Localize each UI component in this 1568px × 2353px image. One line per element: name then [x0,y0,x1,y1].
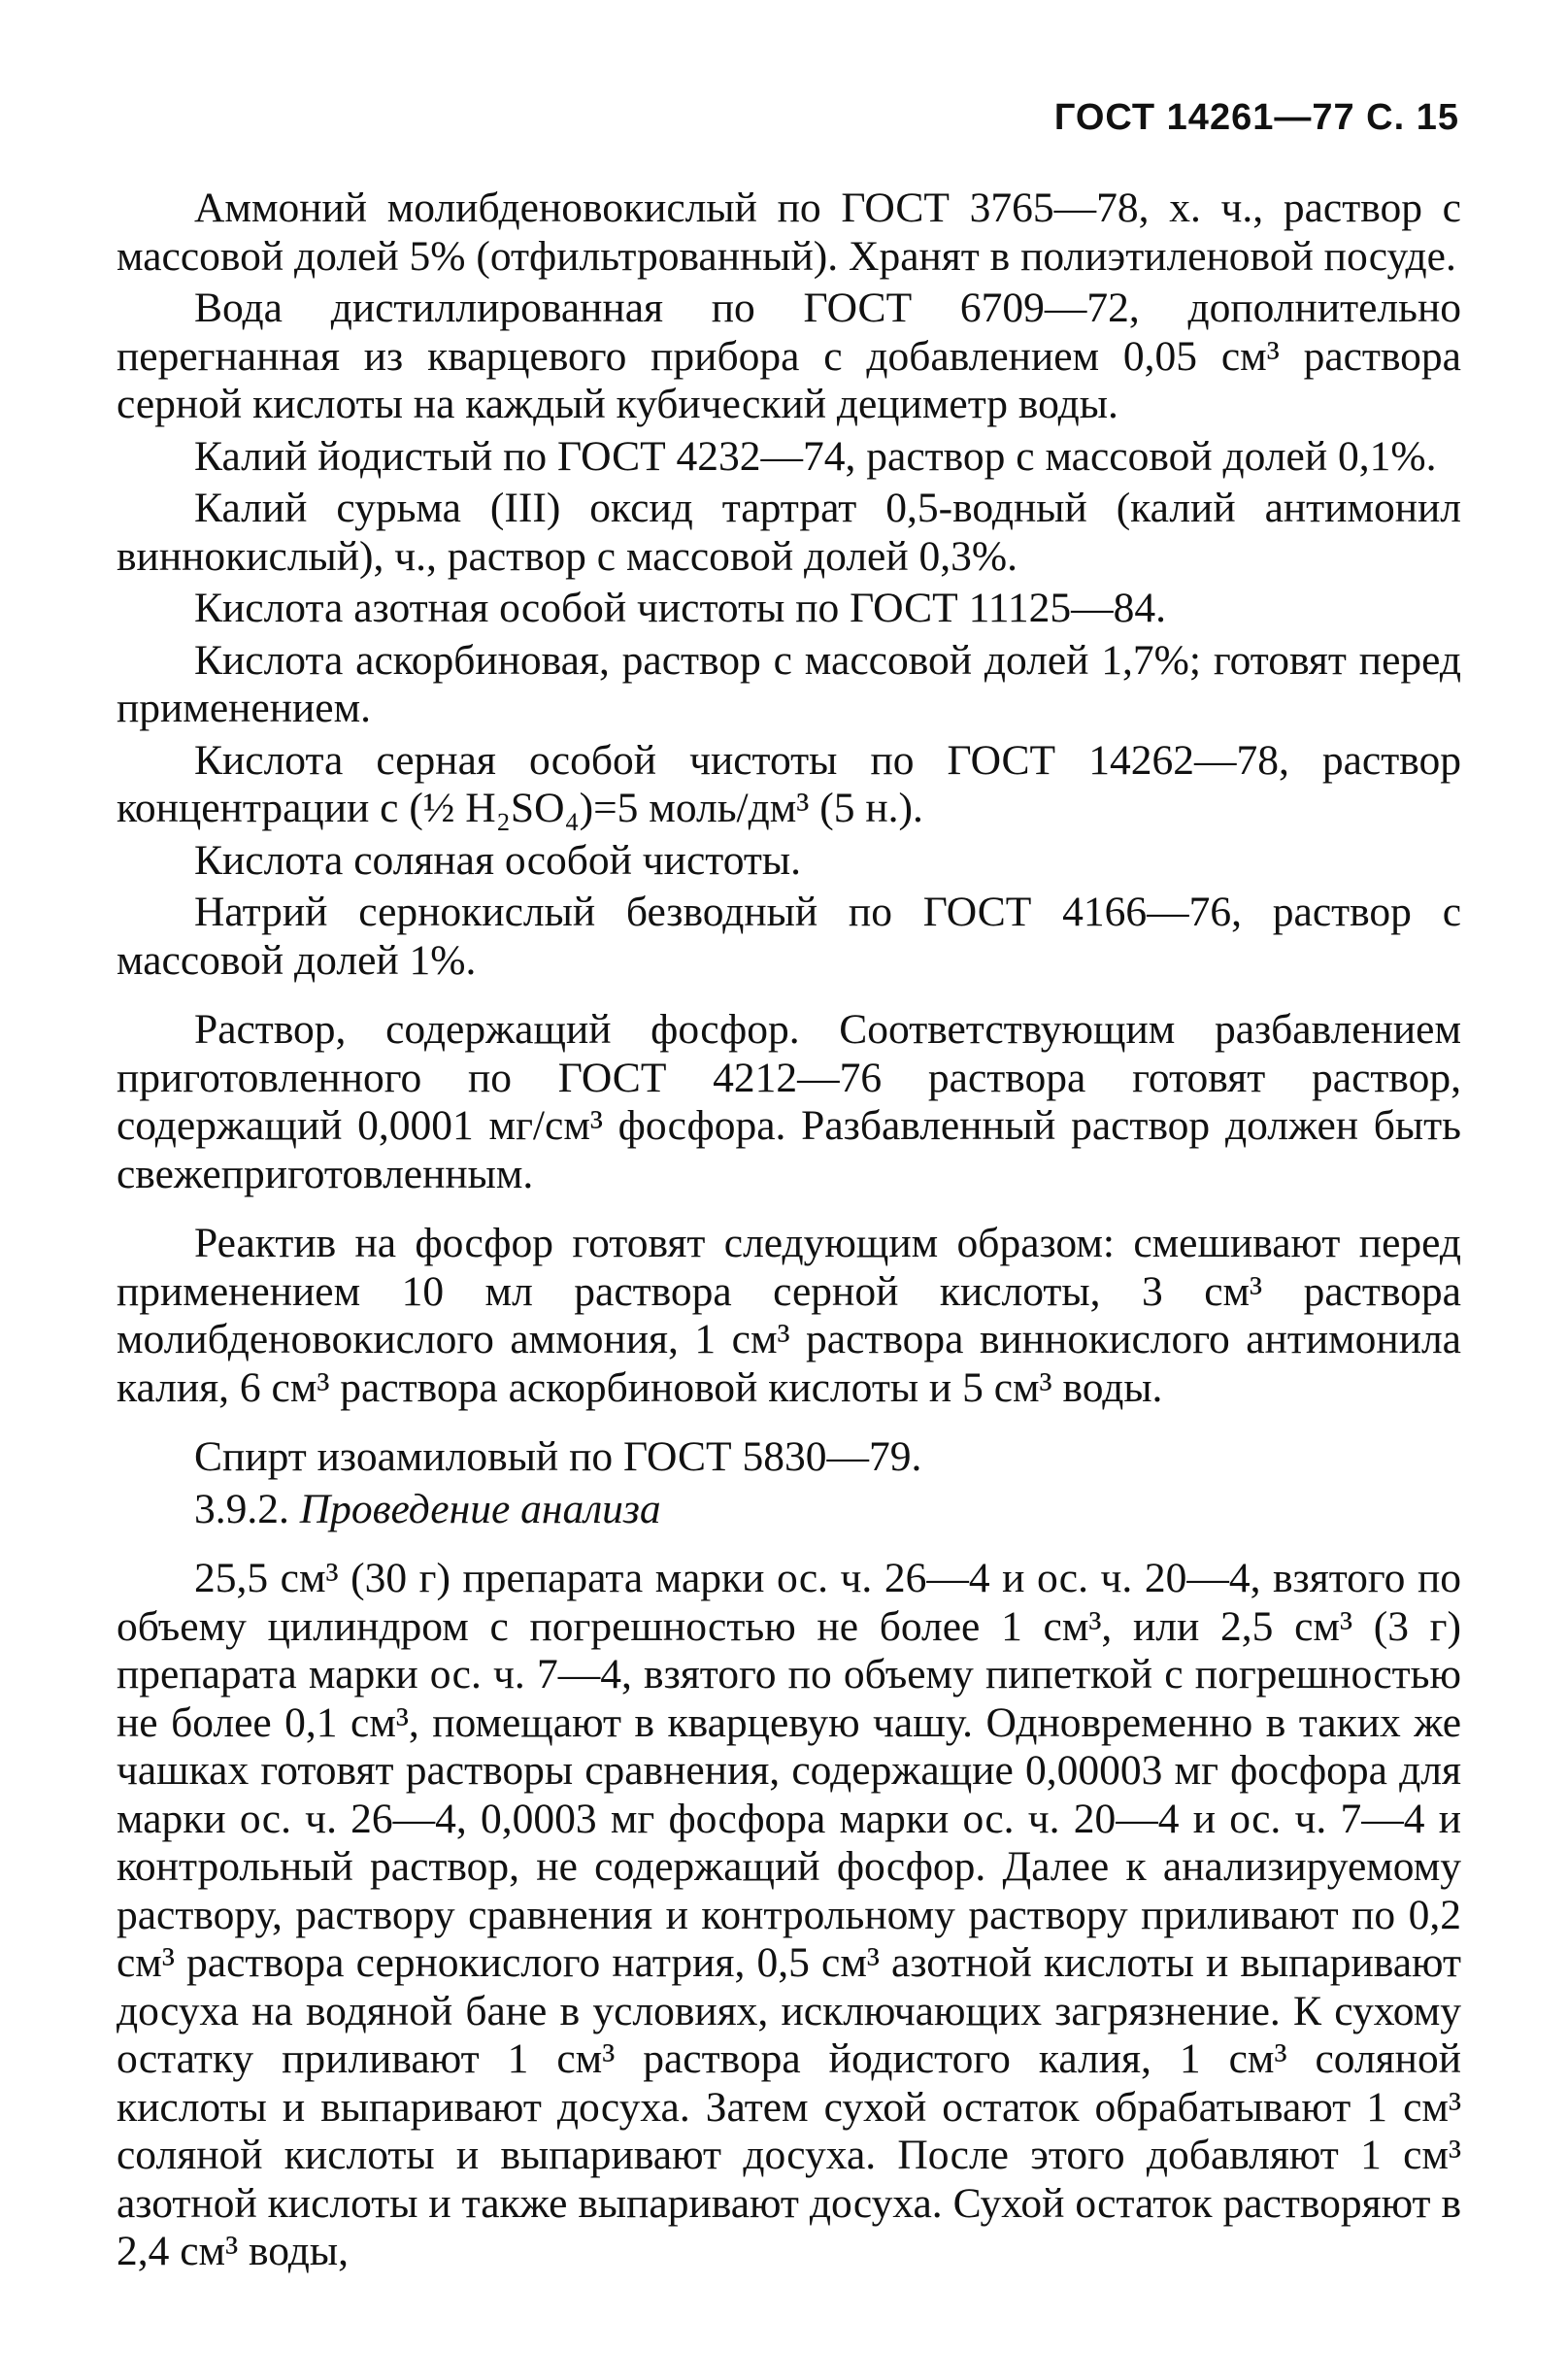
paragraph-sodium-sulfate: Натрий сернокислый безводный по ГОСТ 4166—76, раствор с массовой долей 1%. [117,889,1461,984]
paragraph-phosphorus-solution: Раствор, содержащий фосфор. Соответствующим разбавлением приготовленного по ГОСТ 4212—76 раствора готовят раствор, содержащий 0,0001 мг/см³ фосфора. Разбавленный раствор должен быть свежеприготовленным. [117,1006,1461,1197]
paragraph-distilled-water: Вода дистиллированная по ГОСТ 6709—72, дополнительно перегнанная из кварцевого прибора с добавлением 0,05 см³ раствора серной кислоты на каждый кубический дециметр воды. [117,285,1461,427]
paragraph-hydrochloric-acid: Кислота соляная особой чистоты. [194,836,801,884]
paragraph-potassium-iodide: Калий йодистый по ГОСТ 4232—74, раствор с массовой долей 0,1%. [194,432,1437,480]
section-number: 3.9.2. [194,1485,289,1532]
paragraph-ascorbic-acid: Кислота аскорбиновая, раствор с массовой долей 1,7%; готовят перед применением. [117,636,1461,731]
paragraph-potassium-antimony-tartrate: Калий сурьма (III) оксид тартрат 0,5-водный (калий антимонил виннокислый), ч., раствор с массовой долей 0,3%. [117,485,1461,580]
paragraph-ammonium-molybdate: Аммоний молибденовокислый по ГОСТ 3765—78, х. ч., раствор с массовой долей 5% (отфильтрованный). Хранят в полиэтиленовой посуде. [117,185,1461,280]
section-title: Проведение анализа [299,1485,661,1532]
paragraph-isoamyl-alcohol: Спирт изоамиловый по ГОСТ 5830—79. [194,1433,922,1480]
body-text [117,185,1461,2280]
paragraph-sulfuric-acid: Кислота серная особой чистоты по ГОСТ 14262—78, раствор концентрации с (½ H₂SO₄)=5 моль/дм³ (5 н.). [117,736,1461,831]
paragraph-nitric-acid: Кислота азотная особой чистоты по ГОСТ 11125—84. [194,585,1166,631]
section-heading [117,1486,1461,1534]
running-header: ГОСТ 14261—77 С. 15 [1053,97,1459,138]
paragraph-phosphorus-reagent: Реактив на фосфор готовят следующим образом: смешивают перед применением 10 мл раствора серной кислоты, 3 см³ раствора молибденовокислого аммония, 1 см³ раствора виннокислого антимонила калия, 6 см³ раствора аскорбиновой кислоты и 5 см³ воды. [117,1220,1461,1411]
paragraph-analysis-procedure: 25,5 см³ (30 г) препарата марки ос. ч. 26—4 и ос. ч. 20—4, взятого по объему цилиндром с погрешностью не более 1 см³, или 2,5 см³ (3 г) препарата марки ос. ч. 7—4, взятого по объему пипеткой с погрешностью не более 0,1 см³, помещают в кварцевую чашу. Одновременно в таких же чашках готовят растворы сравнения, содержащие 0,00003 мг фосфора для марки ос. ч. 26—4, 0,0003 мг фосфора марки ос. ч. 20—4 и ос. ч. 7—4 и контрольный раствор, не содержащий фосфор. Далее к анализируемому раствору, раствору сравнения и контрольному раствору приливают по 0,2 см³ раствора сернокислого натрия, 0,5 см³ азотной кислоты и выпаривают досуха на водяной бане в условиях, исключающих загрязнение. К сухому остатку приливают 1 см³ раствора йодистого калия, 1 см³ соляной кислоты и выпаривают досуха. Затем сухой остаток обрабатывают 1 см³ соляной кислоты и выпаривают досуха. После этого добавляют 1 см³ азотной кислоты и также выпаривают досуха. Сухой остаток растворяют в 2,4 см³ воды, [117,1555,1461,2274]
